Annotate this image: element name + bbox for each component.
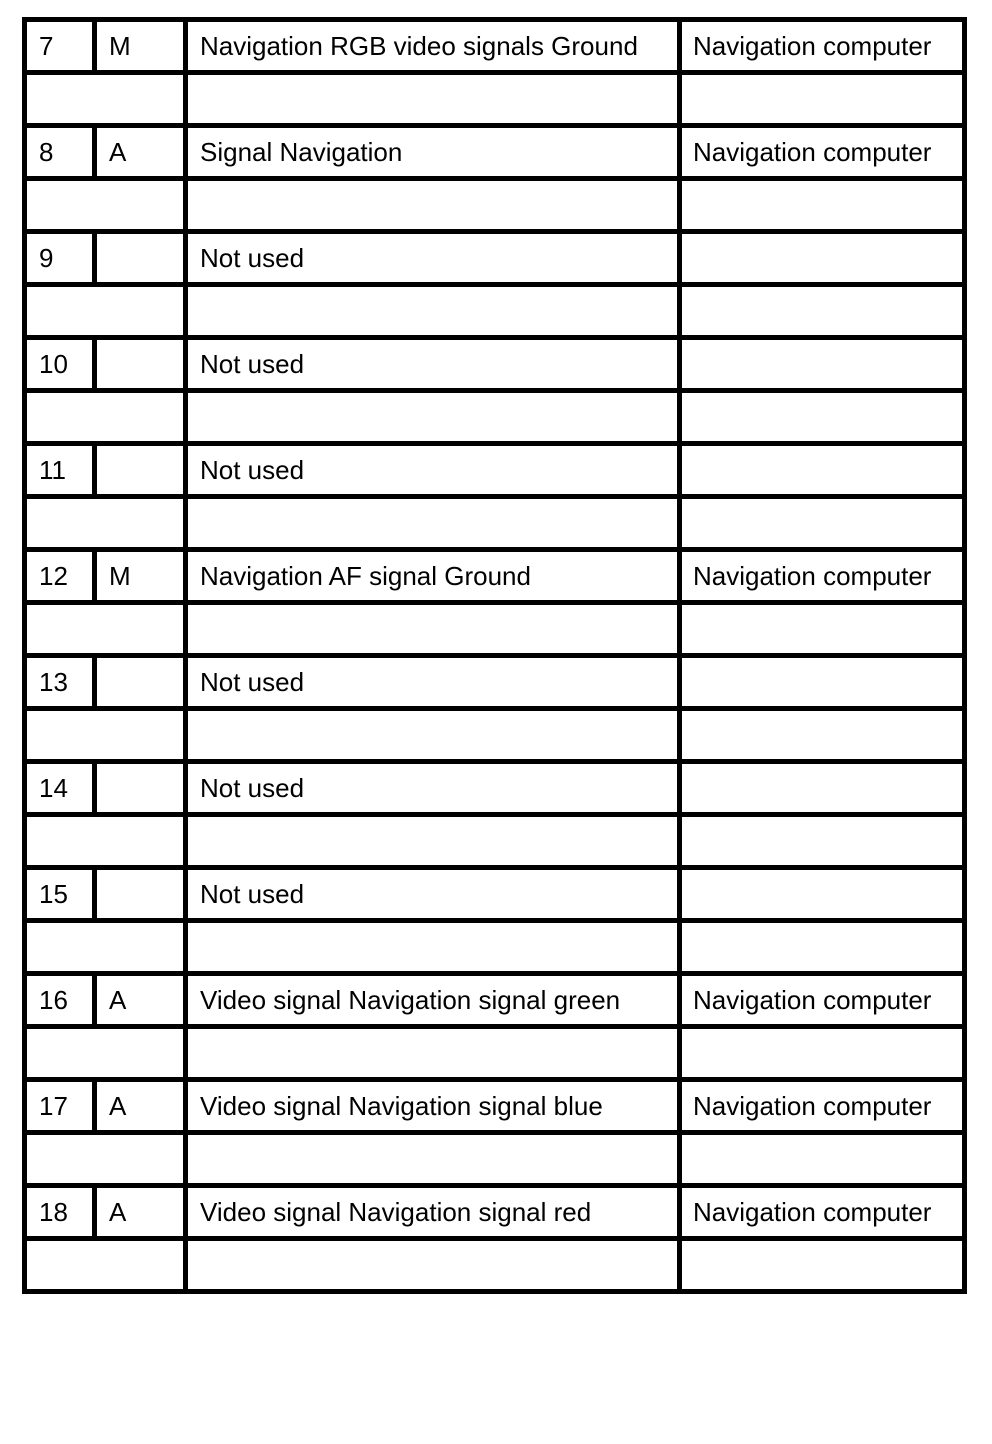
- wire-type-cell: M: [95, 20, 186, 73]
- pin-number-cell: 10: [25, 338, 95, 391]
- wire-type-cell: [95, 656, 186, 709]
- spacer-cell-description: [186, 73, 680, 126]
- signal-description-cell: Not used: [186, 868, 680, 921]
- signal-description-cell: Signal Navigation: [186, 126, 680, 179]
- destination-cell: Navigation computer: [680, 1186, 965, 1239]
- spacer-cell-description: [186, 921, 680, 974]
- signal-description-cell: Not used: [186, 232, 680, 285]
- destination-cell: [680, 868, 965, 921]
- signal-description-cell: Not used: [186, 762, 680, 815]
- signal-description-cell: Navigation AF signal Ground: [186, 550, 680, 603]
- spacer-cell-pin: [25, 391, 186, 444]
- wire-type-cell: A: [95, 974, 186, 1027]
- signal-description-cell: Video signal Navigation signal red: [186, 1186, 680, 1239]
- wire-type-cell: [95, 868, 186, 921]
- spacer-cell-description: [186, 285, 680, 338]
- pin-number-cell: 11: [25, 444, 95, 497]
- spacer-cell-pin: [25, 285, 186, 338]
- table-spacer-row: [25, 1133, 965, 1186]
- spacer-cell-description: [186, 1027, 680, 1080]
- table-spacer-row: [25, 497, 965, 550]
- table-spacer-row: [25, 603, 965, 656]
- spacer-cell-pin: [25, 709, 186, 762]
- spacer-cell-description: [186, 709, 680, 762]
- table-row: [25, 868, 965, 921]
- spacer-cell-pin: [25, 1027, 186, 1080]
- spacer-cell-destination: [680, 285, 965, 338]
- spacer-cell-pin: [25, 815, 186, 868]
- spacer-cell-destination: [680, 179, 965, 232]
- destination-cell: Navigation computer: [680, 974, 965, 1027]
- pin-table-body: [25, 20, 965, 1292]
- spacer-cell-pin: [25, 1133, 186, 1186]
- table-row: [25, 232, 965, 285]
- wire-type-cell: [95, 444, 186, 497]
- signal-description-cell: Not used: [186, 444, 680, 497]
- spacer-cell-pin: [25, 603, 186, 656]
- destination-cell: [680, 338, 965, 391]
- wire-type-cell: [95, 232, 186, 285]
- spacer-cell-description: [186, 179, 680, 232]
- spacer-cell-description: [186, 1239, 680, 1292]
- destination-cell: Navigation computer: [680, 126, 965, 179]
- table-spacer-row: [25, 815, 965, 868]
- signal-description-cell: Video signal Navigation signal blue: [186, 1080, 680, 1133]
- pin-number-cell: 15: [25, 868, 95, 921]
- table-spacer-row: [25, 709, 965, 762]
- pin-number-cell: 18: [25, 1186, 95, 1239]
- spacer-cell-destination: [680, 1027, 965, 1080]
- spacer-cell-destination: [680, 497, 965, 550]
- spacer-cell-destination: [680, 709, 965, 762]
- spacer-cell-destination: [680, 391, 965, 444]
- spacer-cell-description: [186, 603, 680, 656]
- table-row: [25, 656, 965, 709]
- spacer-cell-pin: [25, 497, 186, 550]
- table-spacer-row: [25, 73, 965, 126]
- table-row: [25, 762, 965, 815]
- pin-number-cell: 8: [25, 126, 95, 179]
- spacer-cell-description: [186, 391, 680, 444]
- destination-cell: [680, 232, 965, 285]
- signal-description-cell: Video signal Navigation signal green: [186, 974, 680, 1027]
- table-row: [25, 550, 965, 603]
- spacer-cell-pin: [25, 1239, 186, 1292]
- spacer-cell-description: [186, 815, 680, 868]
- destination-cell: Navigation computer: [680, 1080, 965, 1133]
- table-row: [25, 126, 965, 179]
- destination-cell: [680, 762, 965, 815]
- pin-number-cell: 17: [25, 1080, 95, 1133]
- signal-description-cell: Not used: [186, 656, 680, 709]
- destination-cell: Navigation computer: [680, 550, 965, 603]
- table-row: [25, 444, 965, 497]
- pin-number-cell: 9: [25, 232, 95, 285]
- table-spacer-row: [25, 1239, 965, 1292]
- spacer-cell-pin: [25, 179, 186, 232]
- wire-type-cell: [95, 762, 186, 815]
- table-row: [25, 20, 965, 73]
- table-spacer-row: [25, 1027, 965, 1080]
- table-spacer-row: [25, 391, 965, 444]
- spacer-cell-destination: [680, 73, 965, 126]
- spacer-cell-description: [186, 1133, 680, 1186]
- wire-type-cell: A: [95, 1080, 186, 1133]
- wire-type-cell: M: [95, 550, 186, 603]
- pin-number-cell: 7: [25, 20, 95, 73]
- signal-description-cell: Not used: [186, 338, 680, 391]
- spacer-cell-destination: [680, 1239, 965, 1292]
- signal-description-cell: Navigation RGB video signals Ground: [186, 20, 680, 73]
- pin-number-cell: 16: [25, 974, 95, 1027]
- destination-cell: [680, 444, 965, 497]
- spacer-cell-destination: [680, 815, 965, 868]
- wire-type-cell: A: [95, 1186, 186, 1239]
- pin-number-cell: 12: [25, 550, 95, 603]
- table-row: [25, 1080, 965, 1133]
- table-row: [25, 974, 965, 1027]
- pin-number-cell: 13: [25, 656, 95, 709]
- pin-number-cell: 14: [25, 762, 95, 815]
- destination-cell: [680, 656, 965, 709]
- wire-type-cell: A: [95, 126, 186, 179]
- wire-type-cell: [95, 338, 186, 391]
- table-row: [25, 1186, 965, 1239]
- table-spacer-row: [25, 921, 965, 974]
- spacer-cell-destination: [680, 1133, 965, 1186]
- table-spacer-row: [25, 285, 965, 338]
- spacer-cell-destination: [680, 603, 965, 656]
- pin-assignment-table: [22, 17, 967, 1294]
- spacer-cell-destination: [680, 921, 965, 974]
- table-row: [25, 338, 965, 391]
- destination-cell: Navigation computer: [680, 20, 965, 73]
- spacer-cell-pin: [25, 73, 186, 126]
- spacer-cell-description: [186, 497, 680, 550]
- spacer-cell-pin: [25, 921, 186, 974]
- table-spacer-row: [25, 179, 965, 232]
